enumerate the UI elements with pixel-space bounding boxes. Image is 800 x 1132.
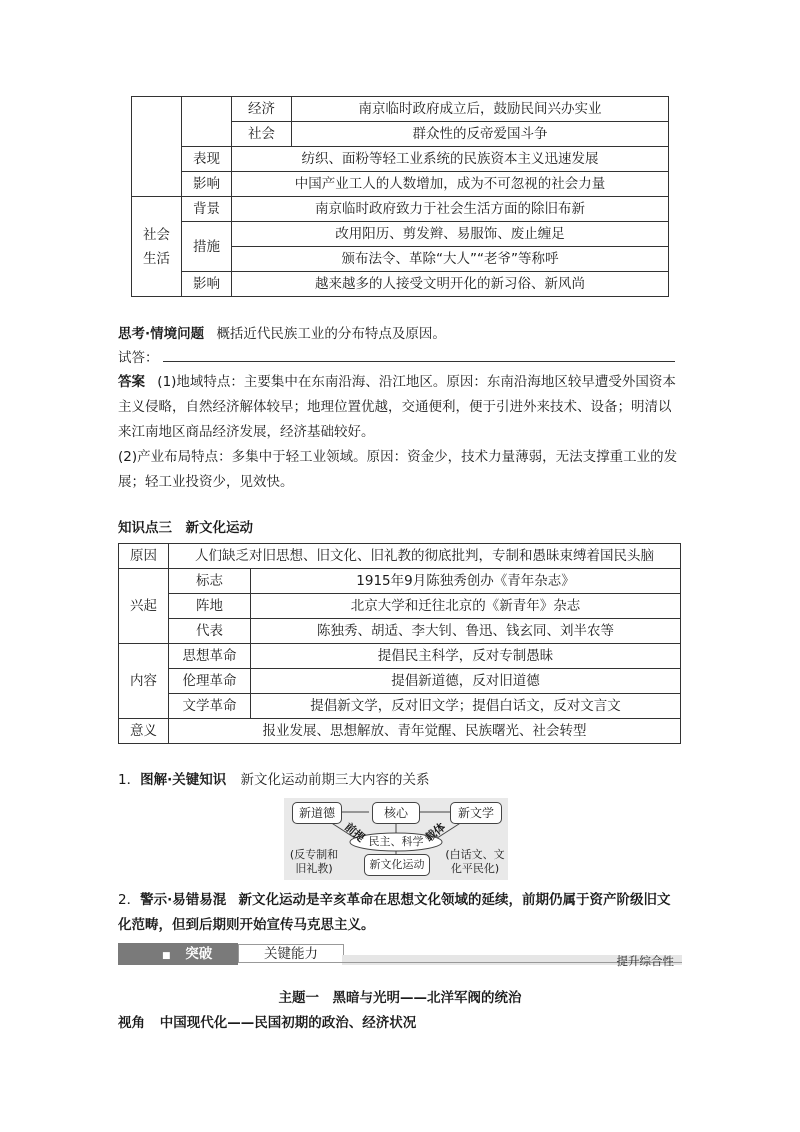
thinking-question-text: 概括近代民族工业的分布特点及原因。 — [216, 326, 446, 342]
table-cell-label: 文学革命 — [169, 694, 251, 719]
topic-title: 主题一 黑暗与光明——北洋军阀的统治 — [278, 990, 522, 1006]
table-cell-category: 内容 — [119, 644, 169, 719]
angle-text: 中国现代化——民国初期的政治、经济状况 — [159, 1015, 417, 1031]
table-cell-label: 标志 — [169, 569, 251, 594]
table-row — [132, 97, 669, 122]
table-row — [119, 644, 681, 669]
answer-paragraph-1 — [118, 370, 682, 445]
tip-2-number: 2． — [118, 892, 141, 908]
core-box: 核心 — [372, 802, 420, 824]
try-label: 试答： — [118, 350, 159, 366]
answer-blank[interactable] — [163, 347, 675, 362]
relationship-diagram — [284, 798, 508, 880]
band-line — [238, 962, 682, 963]
table-cell-label: 影响 — [182, 272, 232, 297]
table-industry-society — [131, 96, 669, 297]
table-cell-value: 提倡民主科学，反对专制愚昧 — [251, 644, 681, 669]
carrier-label: 载体 — [422, 820, 448, 845]
table-cell-value: 纺织、面粉等轻工业系统的民族资本主义迅速发展 — [232, 147, 669, 172]
angle-label: 视角 — [118, 1015, 145, 1031]
table-cell-value: 颁布法令、革除“大人”“老爷”等称呼 — [232, 247, 669, 272]
answer-part-1: (1)地域特点：主要集中在东南沿海、沿江地区。原因：东南沿海地区较早遭受外国资本主义侵略，自然经济解体较早；地理位置优越，交通便利，便于引进外来技术、设备；明清以来江南地区商品经济发展，经济基础较好。 — [118, 374, 676, 440]
table-row — [119, 594, 681, 619]
table-row — [132, 222, 669, 247]
table-cell-blank — [132, 97, 182, 197]
table-cell-label: 思想革命 — [169, 644, 251, 669]
answer-line — [118, 346, 682, 371]
table-cell-value: 提倡新文学，反对旧文学；提倡白话文，反对文言文 — [251, 694, 681, 719]
band-subtitle: 关键能力 — [238, 944, 344, 963]
table-cell-label: 代表 — [169, 619, 251, 644]
table-cell-label: 影响 — [182, 172, 232, 197]
new-culture-movement-box: 新文化运动 — [364, 854, 430, 876]
table-cell-value: 北京大学和迁往北京的《新青年》杂志 — [251, 594, 681, 619]
tip-2 — [118, 888, 682, 938]
table-row — [119, 694, 681, 719]
tip-1-number: 1． — [118, 772, 141, 788]
table-cell-label: 社会 — [232, 122, 292, 147]
new-morality-box: 新道德 — [292, 802, 342, 824]
table-cell-label: 表现 — [182, 147, 232, 172]
table-cell-value: 越来越多的人接受文明开化的新习俗、新风尚 — [232, 272, 669, 297]
table-row — [119, 669, 681, 694]
table-cell-label: 原因 — [119, 544, 169, 569]
table-row — [132, 272, 669, 297]
table-cell-category: 兴起 — [119, 569, 169, 644]
table-cell-value: 报业发展、思想解放、青年觉醒、民族曙光、社会转型 — [169, 719, 681, 744]
answer-paragraph-2 — [118, 445, 682, 495]
table-row — [119, 719, 681, 744]
tip-2-text: 新文化运动是辛亥革命在思想文化领域的延续，前期仍属于资产阶级旧文化范畴，但到后期则开始宣传马克思主义。 — [118, 892, 671, 933]
table-row — [119, 619, 681, 644]
section-band — [118, 943, 682, 968]
table-cell-label: 经济 — [232, 97, 292, 122]
table-cell-label: 措施 — [182, 222, 232, 272]
table-row — [132, 197, 669, 222]
left-note: (反专制和旧礼教) — [289, 848, 339, 875]
table-cell-value: 1915年9月陈独秀创办《青年杂志》 — [251, 569, 681, 594]
band-right-label: 提升综合性 — [616, 954, 674, 968]
table-new-culture — [118, 543, 681, 744]
table-cell-label: 背景 — [182, 197, 232, 222]
table-cell-value: 人们缺乏对旧思想、旧文化、旧礼教的彻底批判，专制和愚昧束缚着国民头脑 — [169, 544, 681, 569]
table-row — [132, 147, 669, 172]
answer-label: 答案 — [118, 374, 145, 390]
table-cell-value: 陈独秀、胡适、李大钊、鲁迅、钱玄同、刘半农等 — [251, 619, 681, 644]
table-cell-category: 社会生活 — [132, 197, 182, 297]
democracy-science-label: 民主、科学 — [368, 835, 424, 848]
answer-part-2: (2)产业布局特点：多集中于轻工业领域。原因：资金少，技术力量薄弱，无法支撑重工业的发展；轻工业投资少，见效快。 — [118, 449, 678, 490]
right-note: (白话文、文化平民化) — [445, 848, 505, 875]
table-row — [119, 569, 681, 594]
table-cell-value: 南京临时政府成立后，鼓励民间兴办实业 — [292, 97, 669, 122]
table-cell-blank — [182, 97, 232, 147]
table-cell-label: 伦理革命 — [169, 669, 251, 694]
tip-1-text: 新文化运动前期三大内容的关系 — [240, 772, 430, 788]
topic-angle — [118, 1011, 682, 1036]
table-cell-value: 中国产业工人的人数增加，成为不可忽视的社会力量 — [232, 172, 669, 197]
band-marker: ■ — [162, 951, 171, 961]
table-cell-value: 群众性的反帝爱国斗争 — [292, 122, 669, 147]
table-row — [119, 544, 681, 569]
band-tab — [118, 943, 238, 965]
tip-1-heading: 图解·关键知识 — [140, 772, 227, 788]
band-tab-label: 突破 — [185, 946, 213, 962]
table-row — [132, 172, 669, 197]
table-cell-label: 阵地 — [169, 594, 251, 619]
section-title: 知识点三 新文化运动 — [118, 520, 253, 536]
thinking-heading: 思考·情境问题 — [118, 326, 205, 342]
new-literature-box: 新文学 — [450, 802, 502, 824]
tip-1 — [118, 768, 682, 793]
table-cell-value: 改用阳历、剪发辫、易服饰、废止缠足 — [232, 222, 669, 247]
premise-label: 前提 — [342, 820, 368, 845]
table-cell-label: 意义 — [119, 719, 169, 744]
table-cell-value: 南京临时政府致力于社会生活方面的除旧布新 — [232, 197, 669, 222]
tip-2-heading: 警示·易错易混 — [140, 892, 227, 908]
thinking-question — [118, 322, 682, 347]
table-cell-value: 提倡新道德，反对旧道德 — [251, 669, 681, 694]
